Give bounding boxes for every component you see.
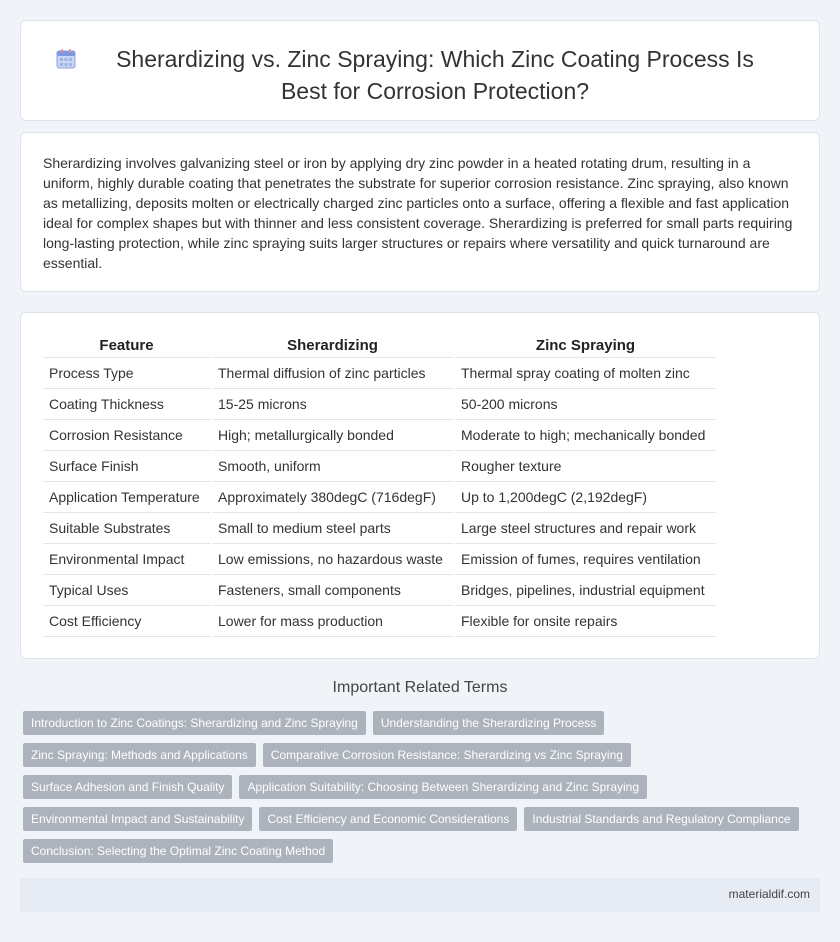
cell-sherardizing: Thermal diffusion of zinc particles xyxy=(211,357,454,388)
related-term-tag[interactable]: Cost Efficiency and Economic Considerations xyxy=(259,807,517,831)
page-title: Sherardizing vs. Zinc Spraying: Which Zinc Coating Process Is Best for Corrosion Protection? xyxy=(116,46,754,104)
cell-sherardizing: High; metallurgically bonded xyxy=(211,419,454,450)
table-header-row xyxy=(43,333,716,357)
related-term-tag[interactable]: Industrial Standards and Regulatory Compliance xyxy=(524,807,798,831)
related-term-tag[interactable]: Application Suitability: Choosing Between Sherardizing and Zinc Spraying xyxy=(239,775,647,799)
cell-sherardizing: Approximately 380degC (716degF) xyxy=(211,481,454,512)
table-row xyxy=(43,512,716,543)
comparison-card xyxy=(20,312,820,659)
cell-feature: Suitable Substrates xyxy=(43,512,211,543)
tag-row xyxy=(23,711,823,735)
tag-row xyxy=(23,743,823,767)
related-terms-heading: Important Related Terms xyxy=(332,679,508,696)
table-row xyxy=(43,481,716,512)
table-row xyxy=(43,419,716,450)
comparison-table xyxy=(43,333,716,637)
cell-sherardizing: Smooth, uniform xyxy=(211,450,454,481)
table-row xyxy=(43,388,716,419)
footer xyxy=(20,878,820,912)
cell-sherardizing: 15-25 microns xyxy=(211,388,454,419)
table-body xyxy=(43,357,716,636)
table-row xyxy=(43,543,716,574)
cell-feature: Coating Thickness xyxy=(43,388,211,419)
related-term-tag[interactable]: Surface Adhesion and Finish Quality xyxy=(23,775,232,799)
table-row xyxy=(43,605,716,636)
cell-zinc-spraying: Large steel structures and repair work xyxy=(454,512,716,543)
cell-zinc-spraying: Moderate to high; mechanically bonded xyxy=(454,419,716,450)
cell-zinc-spraying: Thermal spray coating of molten zinc xyxy=(454,357,716,388)
column-header-zinc-spraying: Zinc Spraying xyxy=(454,333,716,357)
cell-sherardizing: Low emissions, no hazardous waste xyxy=(211,543,454,574)
cell-zinc-spraying: Emission of fumes, requires ventilation xyxy=(454,543,716,574)
related-term-tag[interactable]: Introduction to Zinc Coatings: Sherardizing and Zinc Spraying xyxy=(23,711,366,735)
cell-sherardizing: Lower for mass production xyxy=(211,605,454,636)
related-term-tag[interactable]: Conclusion: Selecting the Optimal Zinc Coating Method xyxy=(23,839,333,863)
tag-row xyxy=(23,807,823,831)
footer-site-link[interactable]: materialdif.com xyxy=(728,887,810,901)
cell-sherardizing: Fasteners, small components xyxy=(211,574,454,605)
cell-feature: Cost Efficiency xyxy=(43,605,211,636)
tag-row xyxy=(23,775,823,799)
cell-zinc-spraying: Up to 1,200degC (2,192degF) xyxy=(454,481,716,512)
header-card xyxy=(20,20,820,121)
table-row xyxy=(43,450,716,481)
intro-paragraph: Sherardizing involves galvanizing steel or iron by applying dry zinc powder in a heated rotating drum, resulting in a uniform, highly durable coating that penetrates the substrate for superior corrosion resistance. Zinc spraying, also known as metallizing, deposits molten or electrically charged zinc particles onto a surface, offering a flexible and fast application ideal for complex shapes but with thinner and less consistent coverage. Sherardizing is preferred for small parts requiring long-lasting protection, while zinc spraying suits larger structures or repairs where versatility and quick turnaround are essential. xyxy=(43,155,793,271)
cell-zinc-spraying: Bridges, pipelines, industrial equipment xyxy=(454,574,716,605)
cell-feature: Typical Uses xyxy=(43,574,211,605)
related-terms-list xyxy=(23,711,823,871)
table-row xyxy=(43,574,716,605)
cell-zinc-spraying: Flexible for onsite repairs xyxy=(454,605,716,636)
cell-feature: Application Temperature xyxy=(43,481,211,512)
related-term-tag[interactable]: Understanding the Sherardizing Process xyxy=(373,711,604,735)
cell-feature: Corrosion Resistance xyxy=(43,419,211,450)
column-header-sherardizing: Sherardizing xyxy=(211,333,454,357)
table-row xyxy=(43,357,716,388)
cell-zinc-spraying: 50-200 microns xyxy=(454,388,716,419)
related-term-tag[interactable]: Environmental Impact and Sustainability xyxy=(23,807,252,831)
cell-zinc-spraying: Rougher texture xyxy=(454,450,716,481)
cell-feature: Surface Finish xyxy=(43,450,211,481)
column-header-feature: Feature xyxy=(43,333,211,357)
related-term-tag[interactable]: Comparative Corrosion Resistance: Sherardizing vs Zinc Spraying xyxy=(263,743,631,767)
cell-feature: Environmental Impact xyxy=(43,543,211,574)
related-term-tag[interactable]: Zinc Spraying: Methods and Applications xyxy=(23,743,256,767)
tag-row xyxy=(23,839,823,863)
cell-feature: Process Type xyxy=(43,357,211,388)
intro-card xyxy=(20,132,820,292)
cell-sherardizing: Small to medium steel parts xyxy=(211,512,454,543)
